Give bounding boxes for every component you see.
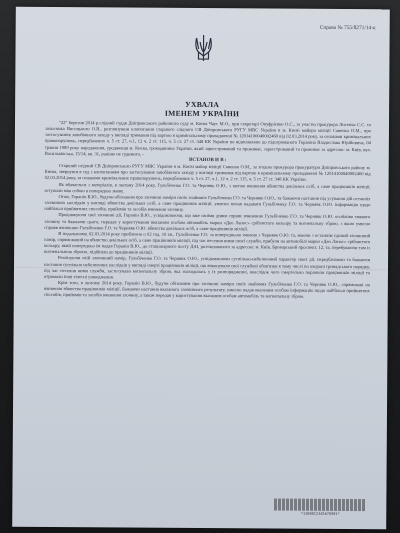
barcode-number: *1300012345678901* [300,511,340,516]
trident-emblem-icon [192,34,214,62]
paragraph: В подальшому, 02.03.2014 року приблизно о 02 год. 10 хв., Гульбіченко Г.О. за попередньою змовою з Чернявк О.Ю. та, маючи з останнім єдиний злочинний намір, спрямований на вбивство декількох осіб, а саме працівників міліції, під час несення ними своєї служби, прибули на автомобілі марки «Део Ланос» сріблястого кольору, який попередньо їм надав Горанін В.Ю., до стаціонарного посту ДАІ, розташованого за адресою: м. Київ, Броварський проспект, 12, та, перебуваючи там із вогнепальною зброєю, підійшли до працівників міліції. [44,230,371,255]
document-subtitle: ІМЕНЕМ УКРАЇНИ [164,108,240,119]
paragraph: Крім того, в лютому 2014 року, Горанін В.Ю., будучи обізнаним про злочинні наміри своїх знайомих Гульбіченко Г.О. та Чернявк О.Ю., спрямовані на вчинення вбивства працівників міліції, бажаючи настання вказаного злочинного результату, умисно надав вказаним особам інформацію щодо найбільш прийнятних способів, прийомів та засобів вчинення злочину, а також передав у користування вказаним особам автомобіль та вогнепальну зброю. [43,280,370,300]
document-title: УХВАЛА [185,99,220,110]
paragraph: Реалізуючи свій злочинний намір, Гульбіченко Г.О. та Чернявк О.Ю., усвідомлюючи суспільно-небезпечний характер своєї дії, передбачаючи та бажаючи настання суспільно небезпечних наслідків у вигляді смерті працівників міліції, що виконували свої службові обов'язки в тому числі по охороні громадського порядку, під час несення ними служби, застосували вогнепальну зброю, яка знаходилась у їх розпорядженні, внаслідок чого смертельно поранили працівників міліції та отримали інші тілесні ушкодження. [43,255,371,280]
title-block [15,99,389,120]
section-heading: ВСТАНОВ И В : [189,157,227,164]
paragraph: Продовжуючи свої злочинні дії, Горанін В.Ю., усвідомлюючи, що вже своїми діями сприяє вчиненню Гульбіченко Г.О. та Чернявк О.Ю. особливо тяжкого злочину та бажаючи цього, передав у користування вказаним особам автомобіль марки «Део Ланос» сріблястого кольору та вогнепальну зброю, з якою умисно сприяв вчиненню Гульбіченко Г.О. та Чернявк О.Ю. вбивства декількох осіб, а саме працівників міліції. [44,212,371,231]
paragraph: Старший слідчий СВ Дніпровського РУГУ МВС України в м. Києві майор міліції Савенок О.М., за згодою прокурора прокуратури Дніпровського району м. Києва, звернувся в суд з клопотанням про застосування запобіжного заходу у вигляді тримання під вартою в кримінальному провадженні № 12014100040002460 від 02.03.2014 року, за ознаками кримінальних правопорушень, передбачених ч. 5 ст. 27, ч.1, 12 ч. 2 ст. 115, ч. 5 ст. 27 ст. 348 КК України. [44,163,371,183]
barcode [274,499,366,512]
paragraph: Отже, Горанін В.Ю., будучи обізнаним про злочинні наміри своїх знайомих Гульбіченко Г.О. та Чернявк О.Ю., та бажаючи настання під усування дій останніх злочинних наслідків у вигляді вбивства декількох осіб, а саме працівників міліції, умисно почав надавати Гульбіченку Г.О. та Чернявк О.Ю. інформацію щодо найбільш прийнятних способів, прийомів та засобів вчинення злочину. [44,193,371,213]
document-body [44,120,371,301]
paragraph: Як вбачається з матеріалів, в лютому 2014 року, Гульбіченко Г.О. та Чернявк О.Ю., з метою вчинення вбивства декількох осіб, а саме працівників міліції, вступили між собою в попередню змову. [44,181,371,194]
paragraph-intro: "22" березня 2014 р.слідчий суддя Дніпровського районного суду м. Києва Чаус М.О., при секретарі Онуфрієнко О.С., за участю прокурора Лисенка С.С. та захисника Висоцького О.В., розглянувши клопотання старшого слідчого СВ Дніпровського РУГУ МВС України в м. Києві майора міліції Савенка О.М., про застосування запобіжного заходу у вигляді тримання під вартою в кримінальному провадженні № 12014100040002460 від 02.03.2014 року, за ознаками кримінальних правопорушень, передбачених ч. 5 ст. 27, ч.1, 12 ч. 2 ст. 115, ч. 5 ст. 27 ст. 348 КК України по відношенню до підозрюваного Гораніна Владислава Юрійовича, 04 травня 1989 року народження, уродженця м. Києва, громадянина України, який зареєстрований та проживає, зареєстрований та проживає за адресою: м. Київ, вул. Васильківська, 15/14, кв. 31, раніше не судимого, - [44,120,372,157]
case-number: Справа № 755/8271/14-к [319,24,376,32]
court-ruling-document [12,7,390,530]
